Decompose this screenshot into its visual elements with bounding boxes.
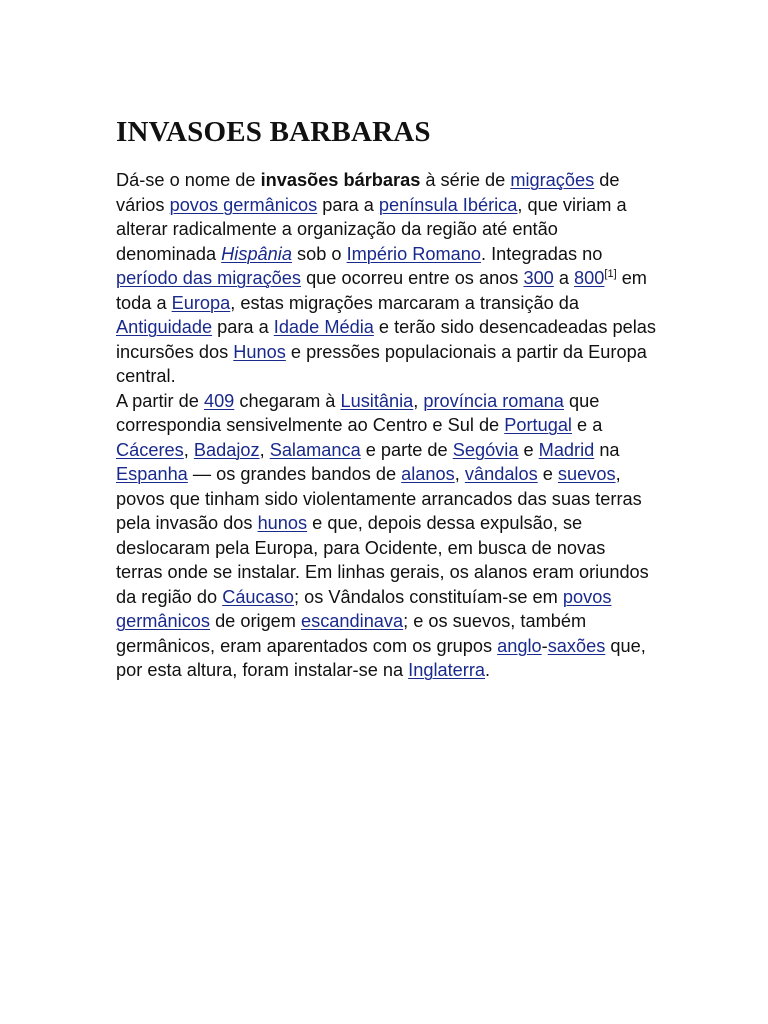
link-escandinava[interactable]: escandinava [301,611,404,631]
text-run: . Integradas no [481,243,603,264]
link-suevos[interactable]: suevos [557,464,616,484]
text-run: a [553,268,575,288]
document-page [116,112,656,683]
text-run: , [259,439,270,460]
text-run: de vários [116,170,620,215]
link-povos-germanicos[interactable]: povos germânicos [169,194,318,215]
link-salamanca[interactable]: Salamanca [269,439,361,460]
link-300[interactable]: 300 [523,268,554,288]
paragraph-2 [116,389,656,683]
link-vandalos[interactable]: vândalos [464,464,538,484]
link-saxoes[interactable]: saxões [547,635,606,656]
link-hunos[interactable]: Hunos [233,341,286,362]
text-run: que ocorreu entre os anos [301,268,524,288]
link-alanos[interactable]: alanos [401,464,455,484]
link-caceres[interactable]: Cáceres [116,439,184,460]
text-run: , [454,464,465,484]
text-run: - [541,635,548,656]
text-run: para a [317,194,379,215]
text-run: A partir de [116,390,204,411]
link-migracoes[interactable]: migrações [510,170,595,190]
paragraph-1 [116,168,656,389]
text-run: sob o [291,243,347,264]
text-run: na [594,439,620,460]
article-body [116,168,656,683]
text-run: , que viriam a alterar radicalmente a organização da região até então denominada [116,194,627,264]
text-run: e [518,439,539,460]
link-periodo-migracoes[interactable]: período das migrações [116,268,302,288]
text-run: de origem [210,611,301,631]
text-run: , povos que tinham sido violentamente arrancados das suas terras pela invasão dos [116,464,642,533]
link-europa[interactable]: Europa [171,292,231,313]
text-run: em toda a [116,268,647,313]
text-run: , [413,390,424,411]
text-run: ; e os suevos, também germânicos, eram aparentados com os grupos [116,611,587,656]
reference-marker[interactable]: [1] [604,267,617,280]
link-espanha[interactable]: Espanha [116,464,188,484]
text-run: para a [212,317,274,337]
link-antiguidade[interactable]: Antiguidade [116,317,213,337]
text-run: ; os Vândalos constituíam-se em [293,586,563,607]
bold-term: invasões bárbaras [260,170,421,190]
text-run: que, por esta altura, foram instalar-se na [116,635,646,680]
link-segovia[interactable]: Segóvia [452,439,519,460]
text-run: e [537,464,558,484]
link-badajoz[interactable]: Badajoz [193,439,260,460]
link-imperio-romano[interactable]: Império Romano [346,243,482,264]
link-idade-media[interactable]: Idade Média [273,317,374,337]
link-inglaterra[interactable]: Inglaterra [408,660,485,680]
text-run: que correspondia sensivelmente ao Centro e Sul de [116,390,600,435]
link-800[interactable]: 800 [574,268,605,288]
page-title: INVASOES BARBARAS [116,116,431,148]
link-caucaso[interactable]: Cáucaso [222,586,294,607]
text-run: . [485,660,491,680]
text-run: , estas migrações marcaram a transição da [230,292,580,313]
link-povos-germanicos-2[interactable]: povos germânicos [116,586,612,631]
text-run: e parte de [360,439,453,460]
text-run: — os grandes bandos de [187,464,402,484]
link-409[interactable]: 409 [203,390,235,411]
text-run: , [183,439,194,460]
text-run: chegaram à [234,390,341,411]
link-hunos-2[interactable]: hunos [257,513,308,533]
text-run: e pressões populacionais a partir da Europa central. [116,341,647,386]
link-madrid[interactable]: Madrid [538,439,595,460]
text-run: à série de [420,170,511,190]
link-lusitania[interactable]: Lusitânia [340,390,414,411]
text-run: e a [571,415,603,435]
text-run: e que, depois dessa expulsão, se deslocaram pela Europa, para Ocidente, em busca de novas terras onde se instalar. Em linhas gerais, os alanos eram oriundos da região do [116,513,649,607]
link-anglo[interactable]: anglo [497,635,542,656]
text-run: Dá-se o nome de [116,170,261,190]
link-peninsula-iberica[interactable]: península Ibérica [378,194,518,215]
link-hispania[interactable] [221,244,292,264]
link-portugal[interactable]: Portugal [504,415,572,435]
link-hispania-label: Hispânia [221,243,292,264]
link-provincia-romana[interactable]: província romana [423,390,564,411]
text-run: e terão sido desencadeadas pelas incursões dos [116,317,656,362]
